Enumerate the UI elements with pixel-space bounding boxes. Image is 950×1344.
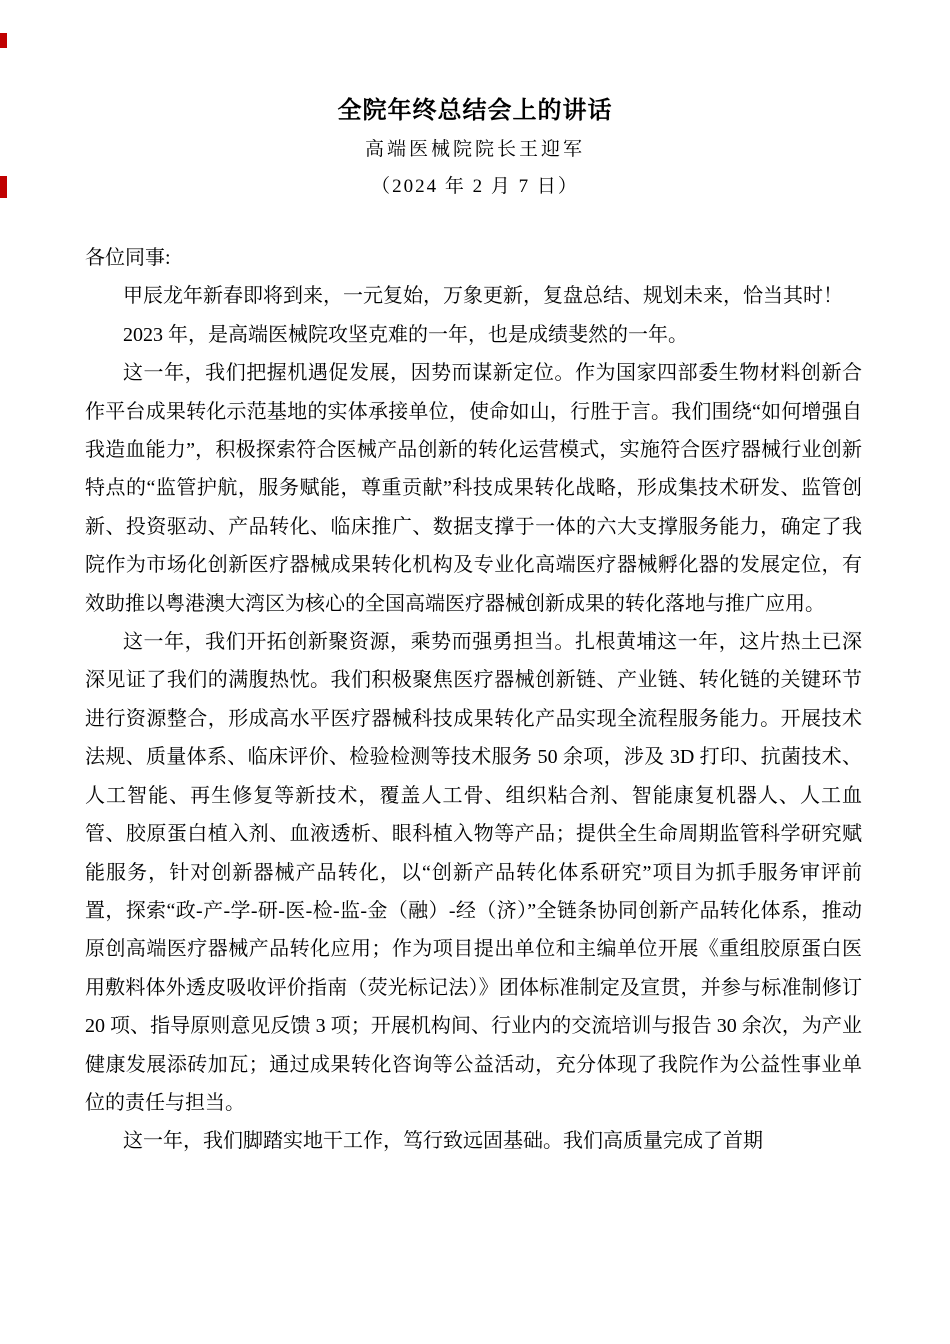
paragraph: 2023 年，是高端医械院攻坚克难的一年，也是成绩斐然的一年。: [123, 323, 688, 346]
page-title: 全院年终总结会上的讲话: [337, 98, 613, 124]
paragraph: 这一年，我们开拓创新聚资源，乘势而强勇担当。扎根黄埔这一年，这片热土已深深见证了我们的满腹热忱。我们积极聚焦医疗器械创新链、产业链、转化链的关键环节进行资源整合，形成高水平医疗器械科技成果转化产品实现全流程服务能力。开展技术法规、质量体系、临床评价、检验检测等技术服务 50 余项，涉及 3D 打印、抗菌技术、人工智能、再生修复等新技术，覆盖人工骨、组织粘合剂、智能康复机器人、人工血管、胶原蛋白植入剂、血液透析、眼科植入物等产品；提供全生命周期监管科学研究赋能服务，针对创新器械产品转化，以“创新产品转化体系研究”项目为抓手服务审评前置，探索“政-产-学-研-医-检-监-金（融）-经（济）”全链条协同创新产品转化体系，推动原创高端医疗器械产品转化应用；作为项目提出单位和主编单位开展《重组胶原蛋白医用敷料体外透皮吸收评价指南（荧光标记法）》团体标准制定及宣贯，并参与标准制修订 20 项、指导原则意见反馈 3 项；开展机构间、行业内的交流培训与报告 30 余次，为产业健康发展添砖加瓦；通过成果转化咨询等公益活动，充分体现了我院作为公益性事业单位的责任与担当。: [85, 631, 862, 1114]
document-date: （2024 年 2 月 7 日）: [371, 176, 579, 197]
document-byline: 高端医械院院长王迎军: [364, 139, 585, 160]
paragraph: 这一年，我们把握机遇促发展，因势而谋新定位。作为国家四部委生物材料创新合作平台成果转化示范基地的实体承接单位，使命如山，行胜于言。我们围绕“如何增强自我造血能力”，积极探索符合医械产品创新的转化运营模式，实施符合医疗器械行业创新特点的“监管护航，服务赋能，尊重贡献”科技成果转化战略，形成集技术研发、监管创新、投资驱动、产品转化、临床推广、数据支撑于一体的六大支撑服务能力，确定了我院作为市场化创新医疗器械成果转化机构及专业化高端医疗器械孵化器的发展定位，有效助推以粤港澳大湾区为核心的全国高端医疗器械创新成果的转化落地与推广应用。: [85, 362, 862, 615]
left-margin-mark: [0, 176, 7, 198]
left-margin-mark: [0, 33, 7, 48]
paragraph: 这一年，我们脚踏实地干工作，笃行致远固基础。我们高质量完成了首期: [123, 1130, 763, 1153]
paragraph-list: [85, 277, 862, 1160]
document-body: [85, 239, 862, 1161]
paragraph: 甲辰龙年新春即将到来，一元复始，万象更新，复盘总结、规划未来，恰当其时！: [123, 285, 843, 308]
greeting-line: 各位同事:: [85, 247, 171, 269]
